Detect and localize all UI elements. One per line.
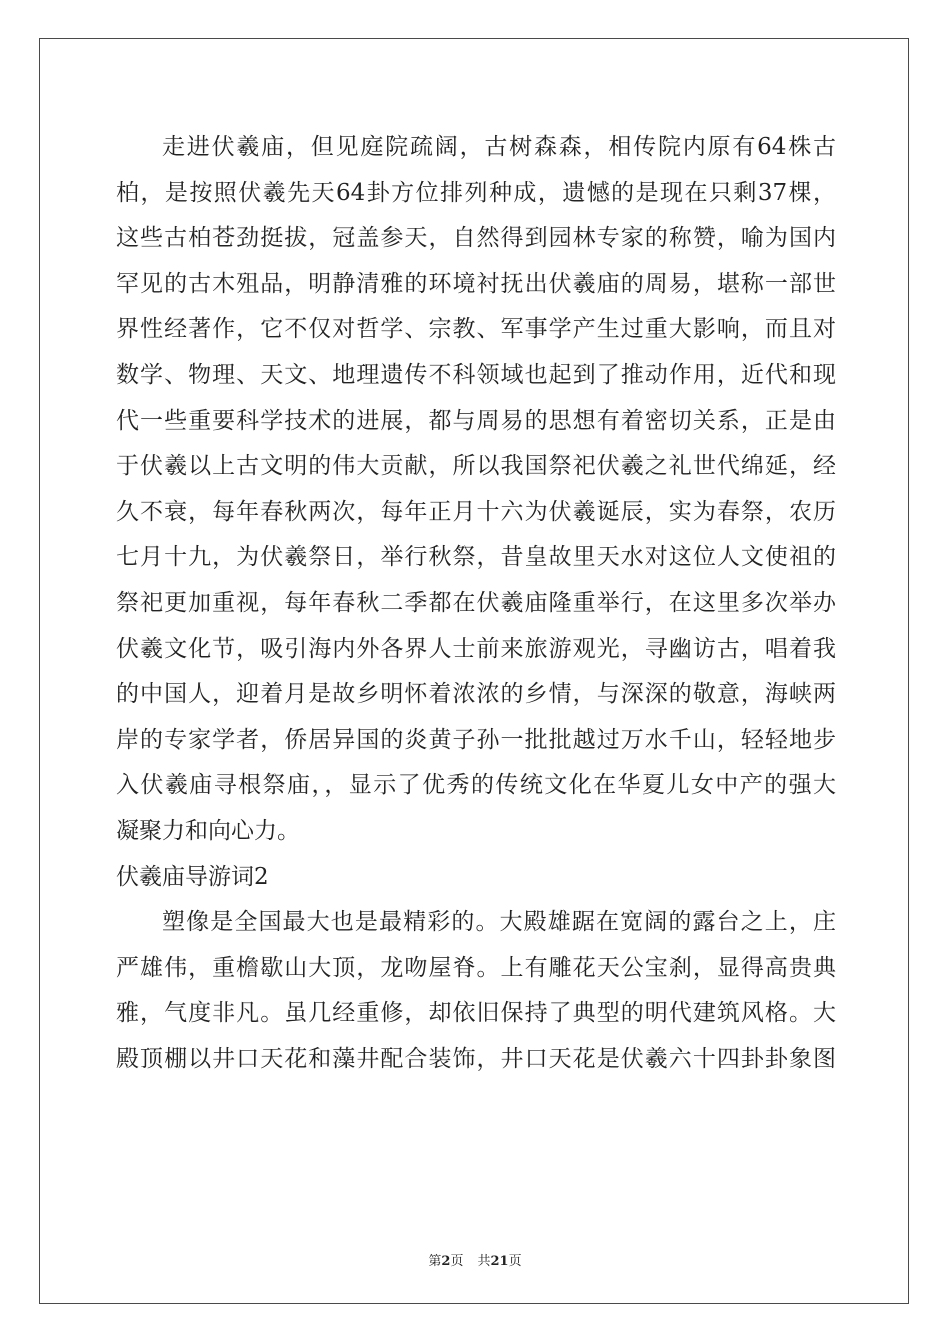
paragraph-2 xyxy=(116,900,836,1082)
document-body xyxy=(116,125,836,1082)
text-line: 七月十九，为伏羲祭日，举行秋祭，昔皇故里天水对这位人文使祖的 xyxy=(116,544,836,571)
text-line: 殿顶棚以井口天花和藻井配合装饰，井口天花是伏羲六十四卦卦象图 xyxy=(116,1045,836,1072)
page-suffix: 页 xyxy=(450,1254,464,1269)
paragraph-1 xyxy=(116,125,836,855)
text-line: 界性经著作，它不仅对哲学、宗教、军事学产生过重大影响，而且对 xyxy=(116,316,836,343)
text-line: 数学、物理、天文、地理遗传不科领域也起到了推动作用，近代和现 xyxy=(116,361,836,388)
text-line: 伏羲文化节，吸引海内外各界人士前来旅游观光，寻幽访古，唱着我 xyxy=(116,635,836,662)
text-line: 凝聚力和向心力。 xyxy=(116,817,300,844)
total-prefix: 共 xyxy=(477,1254,491,1269)
text-line: 走进伏羲庙，但见庭院疏阔，古树森森，相传院内原有64株古 xyxy=(162,134,836,160)
text-line: 久不衰，每年春秋两次，每年正月十六为伏羲诞辰，实为春祭，农历 xyxy=(116,498,836,525)
text-line: 雅，气度非凡。虽几经重修，却依旧保持了典型的明代建筑风格。大 xyxy=(116,1000,836,1027)
text-line: 的中国人，迎着月是故乡明怀着浓浓的乡情，与深深的敬意，海峡两 xyxy=(116,681,836,708)
section-heading: 伏羲庙导游词2 xyxy=(116,863,269,890)
text-line: 柏，是按照伏羲先天64卦方位排列种成，遗憾的是现在只剩37棵， xyxy=(116,179,836,206)
page-prefix: 第 xyxy=(428,1254,442,1269)
text-line: 岸的专家学者，侨居异国的炎黄子孙一批批越过万水千山，轻轻地步 xyxy=(116,726,836,753)
total-suffix: 页 xyxy=(508,1254,522,1269)
text-line: 于伏羲以上古文明的伟大贡献，所以我国祭祀伏羲之礼世代绵延，经 xyxy=(116,453,836,480)
text-line: 这些古柏苍劲挺拔，冠盖参天，自然得到园林专家的称赞，喻为国内 xyxy=(116,225,836,252)
text-line: 入伏羲庙寻根祭庙，，显示了优秀的传统文化在华夏儿女中产的强大 xyxy=(116,772,836,799)
text-line: 代一些重要科学技术的进展，都与周易的思想有着密切关系，正是由 xyxy=(116,407,836,434)
text-line: 塑像是全国最大也是最精彩的。大殿雄踞在宽阔的露台之上，庄 xyxy=(162,909,836,936)
text-line: 祭祀更加重视，每年春秋二季都在伏羲庙隆重举行，在这里多次举办 xyxy=(116,589,836,616)
total-pages: 21 xyxy=(490,1254,509,1269)
page-footer xyxy=(0,1250,950,1269)
text-line: 严雄伟，重檐歇山大顶，龙吻屋脊。上有雕花天公宝刹，显得高贵典 xyxy=(116,954,836,981)
text-line: 罕见的古木殂品，明静清雅的环境衬抚出伏羲庙的周易，堪称一部世 xyxy=(116,270,836,297)
page-number: 2 xyxy=(441,1254,451,1269)
